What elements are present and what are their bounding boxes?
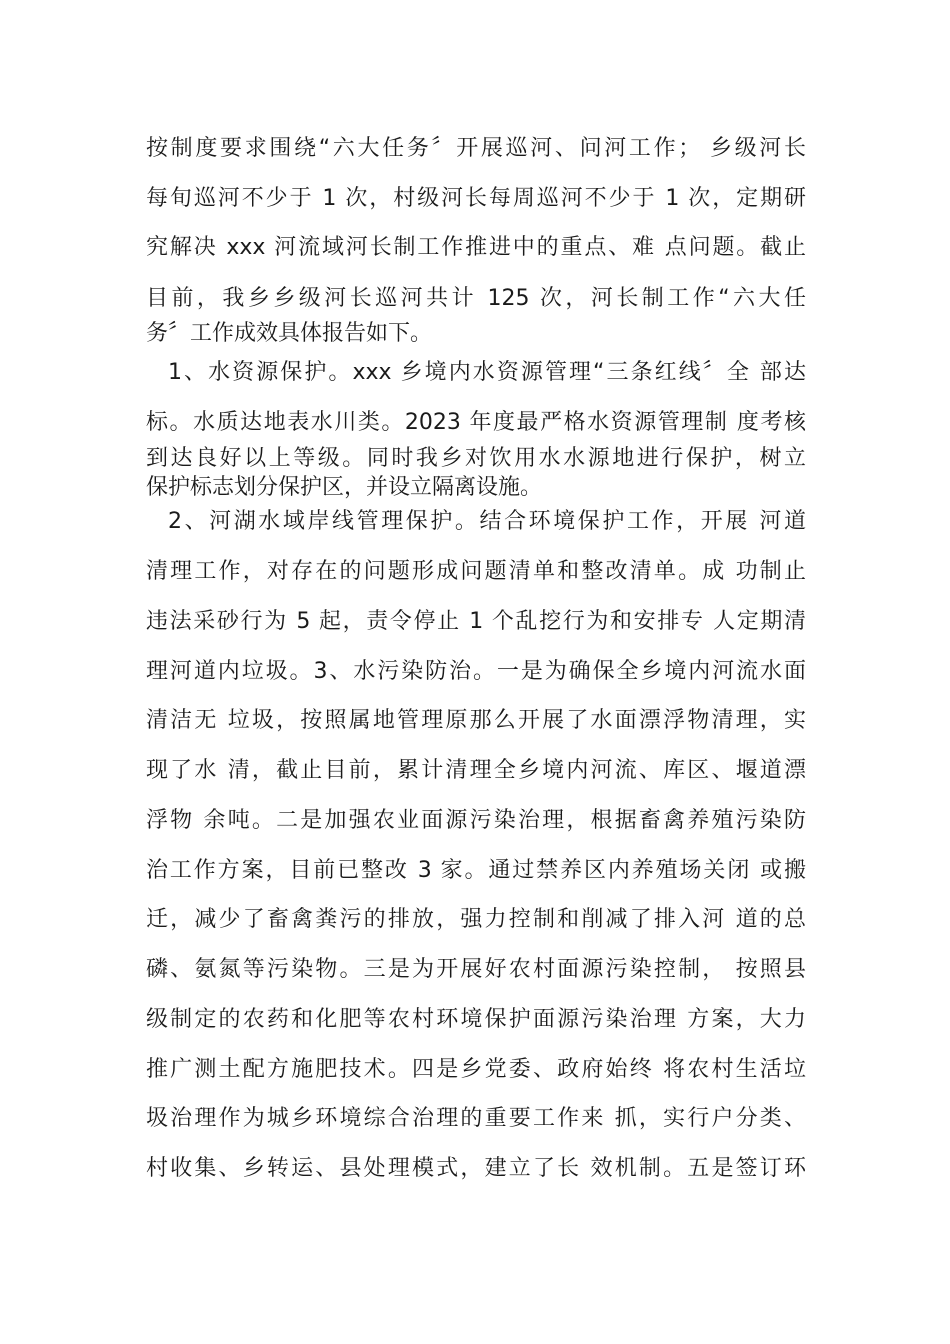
text-line: 级制定的农药和化肥等农村环境保护面源污染治理 方案，大力 bbox=[146, 1007, 806, 1032]
paragraph-line: 2、河湖水域岸线管理保护。结合环境保护工作，开展 河道 bbox=[168, 509, 806, 534]
text-line: 务〞工作成效具体报告如下。 bbox=[146, 321, 433, 346]
text-line: 清理工作，对存在的问题形成问题清单和整改清单。成 功制止 bbox=[146, 559, 806, 584]
text-line: 治工作方案，目前已整改 3 家。通过禁养区内养殖场关闭 或搬 bbox=[146, 858, 806, 883]
text-line: 村收集、乡转运、县处理模式，建立了长 效机制。五是签订环 bbox=[146, 1156, 806, 1181]
text-line: 按制度要求围绕“六大任务〞开展巡河、问河工作； 乡级河长 bbox=[146, 136, 806, 161]
text-line: 现了水 清，截止目前，累计清理全乡境内河流、库区、堰道漂 bbox=[146, 758, 806, 783]
text-line: 理河道内垃圾。3、水污染防治。一是为确保全乡境内河流水面 bbox=[146, 659, 806, 684]
text-line: 违法采砂行为 5 起，责令停止 1 个乱挖行为和安排专 人定期清 bbox=[146, 609, 806, 634]
text-line: 清洁无 垃圾，按照属地管理原那么开展了水面漂浮物清理，实 bbox=[146, 708, 806, 733]
text-line: 每旬巡河不少于 1 次，村级河长每周巡河不少于 1 次，定期研 bbox=[146, 186, 806, 211]
text-line: 究解决 xxx 河流域河长制工作推进中的重点、难 点问题。截止 bbox=[146, 235, 806, 260]
text-line: 目前，我乡乡级河长巡河共计 125 次，河长制工作“六大任 bbox=[146, 286, 806, 311]
text-line: 到达良好以上等级。同时我乡对饮用水水源地进行保护，树立 bbox=[146, 446, 806, 471]
text-line: 保护标志划分保护区，并设立隔离设施。 bbox=[146, 475, 543, 500]
text-line: 磷、氨氮等污染物。三是为开展好农村面源污染控制， 按照县 bbox=[146, 957, 806, 982]
text-line: 标。水质达地表水川类。2023 年度最严格水资源管理制 度考核 bbox=[146, 410, 806, 435]
text-line: 浮物 余吨。二是加强农业面源污染治理，根据畜禽养殖污染防 bbox=[146, 808, 806, 833]
text-line: 圾治理作为城乡环境综合治理的重要工作来 抓，实行户分类、 bbox=[146, 1106, 806, 1131]
text-line: 推广测土配方施肥技术。四是乡党委、政府始终 将农村生活垃 bbox=[146, 1057, 806, 1082]
text-line: 迁，减少了畜禽粪污的排放，强力控制和削减了排入河 道的总 bbox=[146, 907, 806, 932]
paragraph-line: 1、水资源保护。xxx 乡境内水资源管理“三条红线〞全 部达 bbox=[168, 360, 806, 385]
